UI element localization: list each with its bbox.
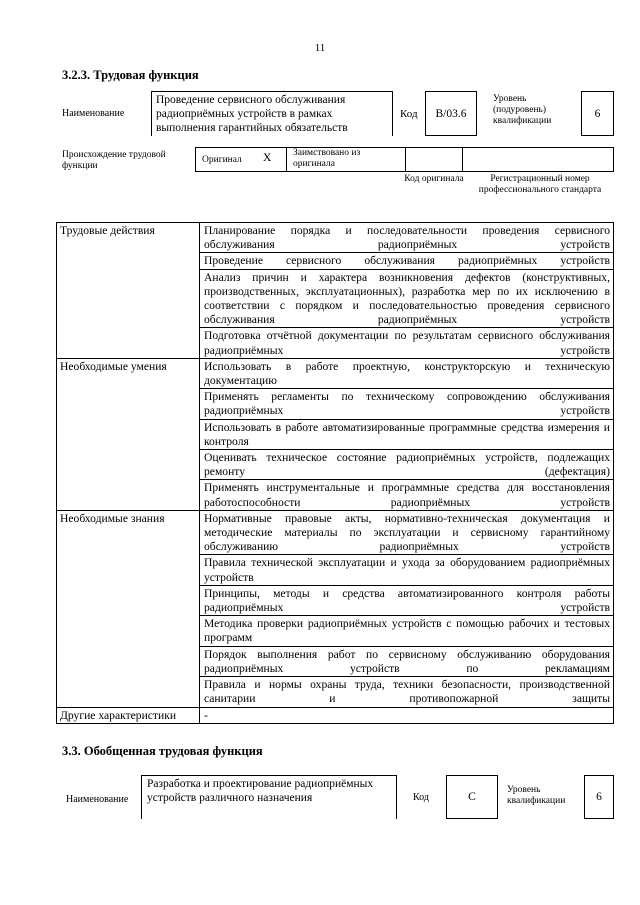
code-value: B/03.6: [425, 91, 477, 136]
level-label: Уровень (подуровень) квалификации: [493, 94, 552, 126]
function-details-table: [56, 222, 614, 724]
divider: [462, 147, 463, 172]
item-cell: Использовать в работе автоматизированные программные средства измерения и контроля: [200, 419, 614, 449]
item-cell: Принципы, методы и средства автоматизированного контроля работы радиоприёмных устройств: [200, 585, 614, 615]
divider: [286, 147, 287, 172]
item-cell: Применять регламенты по техническому сопровождению обслуживания радиоприёмных устройств: [200, 389, 614, 419]
code-value: C: [446, 775, 498, 819]
item-cell: Оценивать техническое состояние радиоприёмных устройств, подлежащих ремонту (дефектация): [200, 450, 614, 480]
item-cell: -: [200, 707, 614, 723]
generalized-function-name: Разработка и проектирование радиоприёмных устройств различного назначения: [141, 775, 397, 819]
section-heading-generalized: 3.3. Обобщенная трудовая функция: [62, 744, 263, 758]
borrowed-label: Заимствовано из оригинала: [293, 148, 361, 169]
page-number: 11: [314, 42, 326, 54]
code-label: Код: [400, 108, 418, 120]
divider: [405, 147, 406, 172]
name-label: Наименование: [66, 794, 129, 805]
name-label: Наименование: [62, 108, 125, 119]
level-label: Уровень квалификации: [507, 785, 566, 806]
original-label: Оригинал: [202, 155, 242, 165]
item-cell: Методика проверки радиоприёмных устройств с помощью рабочих и тестовых программ: [200, 616, 614, 646]
item-cell: Правила и нормы охраны труда, техники безопасности, производственной санитарии и противопожарной защиты: [200, 677, 614, 707]
level-value: 6: [584, 775, 614, 819]
original-mark: X: [263, 152, 272, 164]
table-row: [57, 358, 614, 388]
section-heading: 3.2.3. Трудовая функция: [62, 68, 199, 82]
table-row: [57, 510, 614, 555]
table-row: [57, 707, 614, 723]
item-cell: Проведение сервисного обслуживания радиоприёмных устройств: [200, 253, 614, 269]
item-cell: Подготовка отчётной документации по результатам сервисного обслуживания радиоприёмных устройств: [200, 328, 614, 358]
item-cell: Планирование порядка и последовательности проведения сервисного обслуживания радиоприёмных устройств: [200, 223, 614, 253]
category-cell: Необходимые знания: [57, 510, 200, 707]
category-cell: Трудовые действия: [57, 223, 200, 359]
level-value: 6: [581, 91, 614, 136]
item-cell: Нормативные правовые акты, нормативно-техническая документация и методические материалы по эксплуатации и сервисному гарантийному обслуживанию радиоприёмных устройств: [200, 510, 614, 555]
category-cell: Необходимые умения: [57, 358, 200, 510]
item-cell: Применять инструментальные и программные средства для восстановления работоспособности радиоприёмных устройств: [200, 480, 614, 510]
item-cell: Использовать в работе проектную, конструкторскую и техническую документацию: [200, 358, 614, 388]
code-label: Код: [413, 792, 429, 803]
item-cell: Анализ причин и характера возникновения дефектов (конструктивных, производственных, эксплуатационных), разработка мер по их исключению в соответствии с порядком и последовательностью проведения сервисного обслуживания радиоприёмных устройств: [200, 269, 614, 328]
table-row: [57, 223, 614, 253]
category-cell: Другие характеристики: [57, 707, 200, 723]
item-cell: Правила технической эксплуатации и ухода за оборудованием радиоприёмных устройств: [200, 555, 614, 585]
item-cell: Порядок выполнения работ по сервисному обслуживанию оборудования радиоприёмных устройств по рекламациям: [200, 646, 614, 676]
reg-number-label: Регистрационный номер профессионального стандарта: [478, 174, 602, 195]
origin-label: Происхождение трудовой функции: [62, 150, 166, 171]
function-name: Проведение сервисного обслуживания радиоприёмных устройств в рамках выполнения гарантийных обязательств: [151, 91, 393, 136]
code-original-label: Код оригинала: [404, 174, 464, 184]
